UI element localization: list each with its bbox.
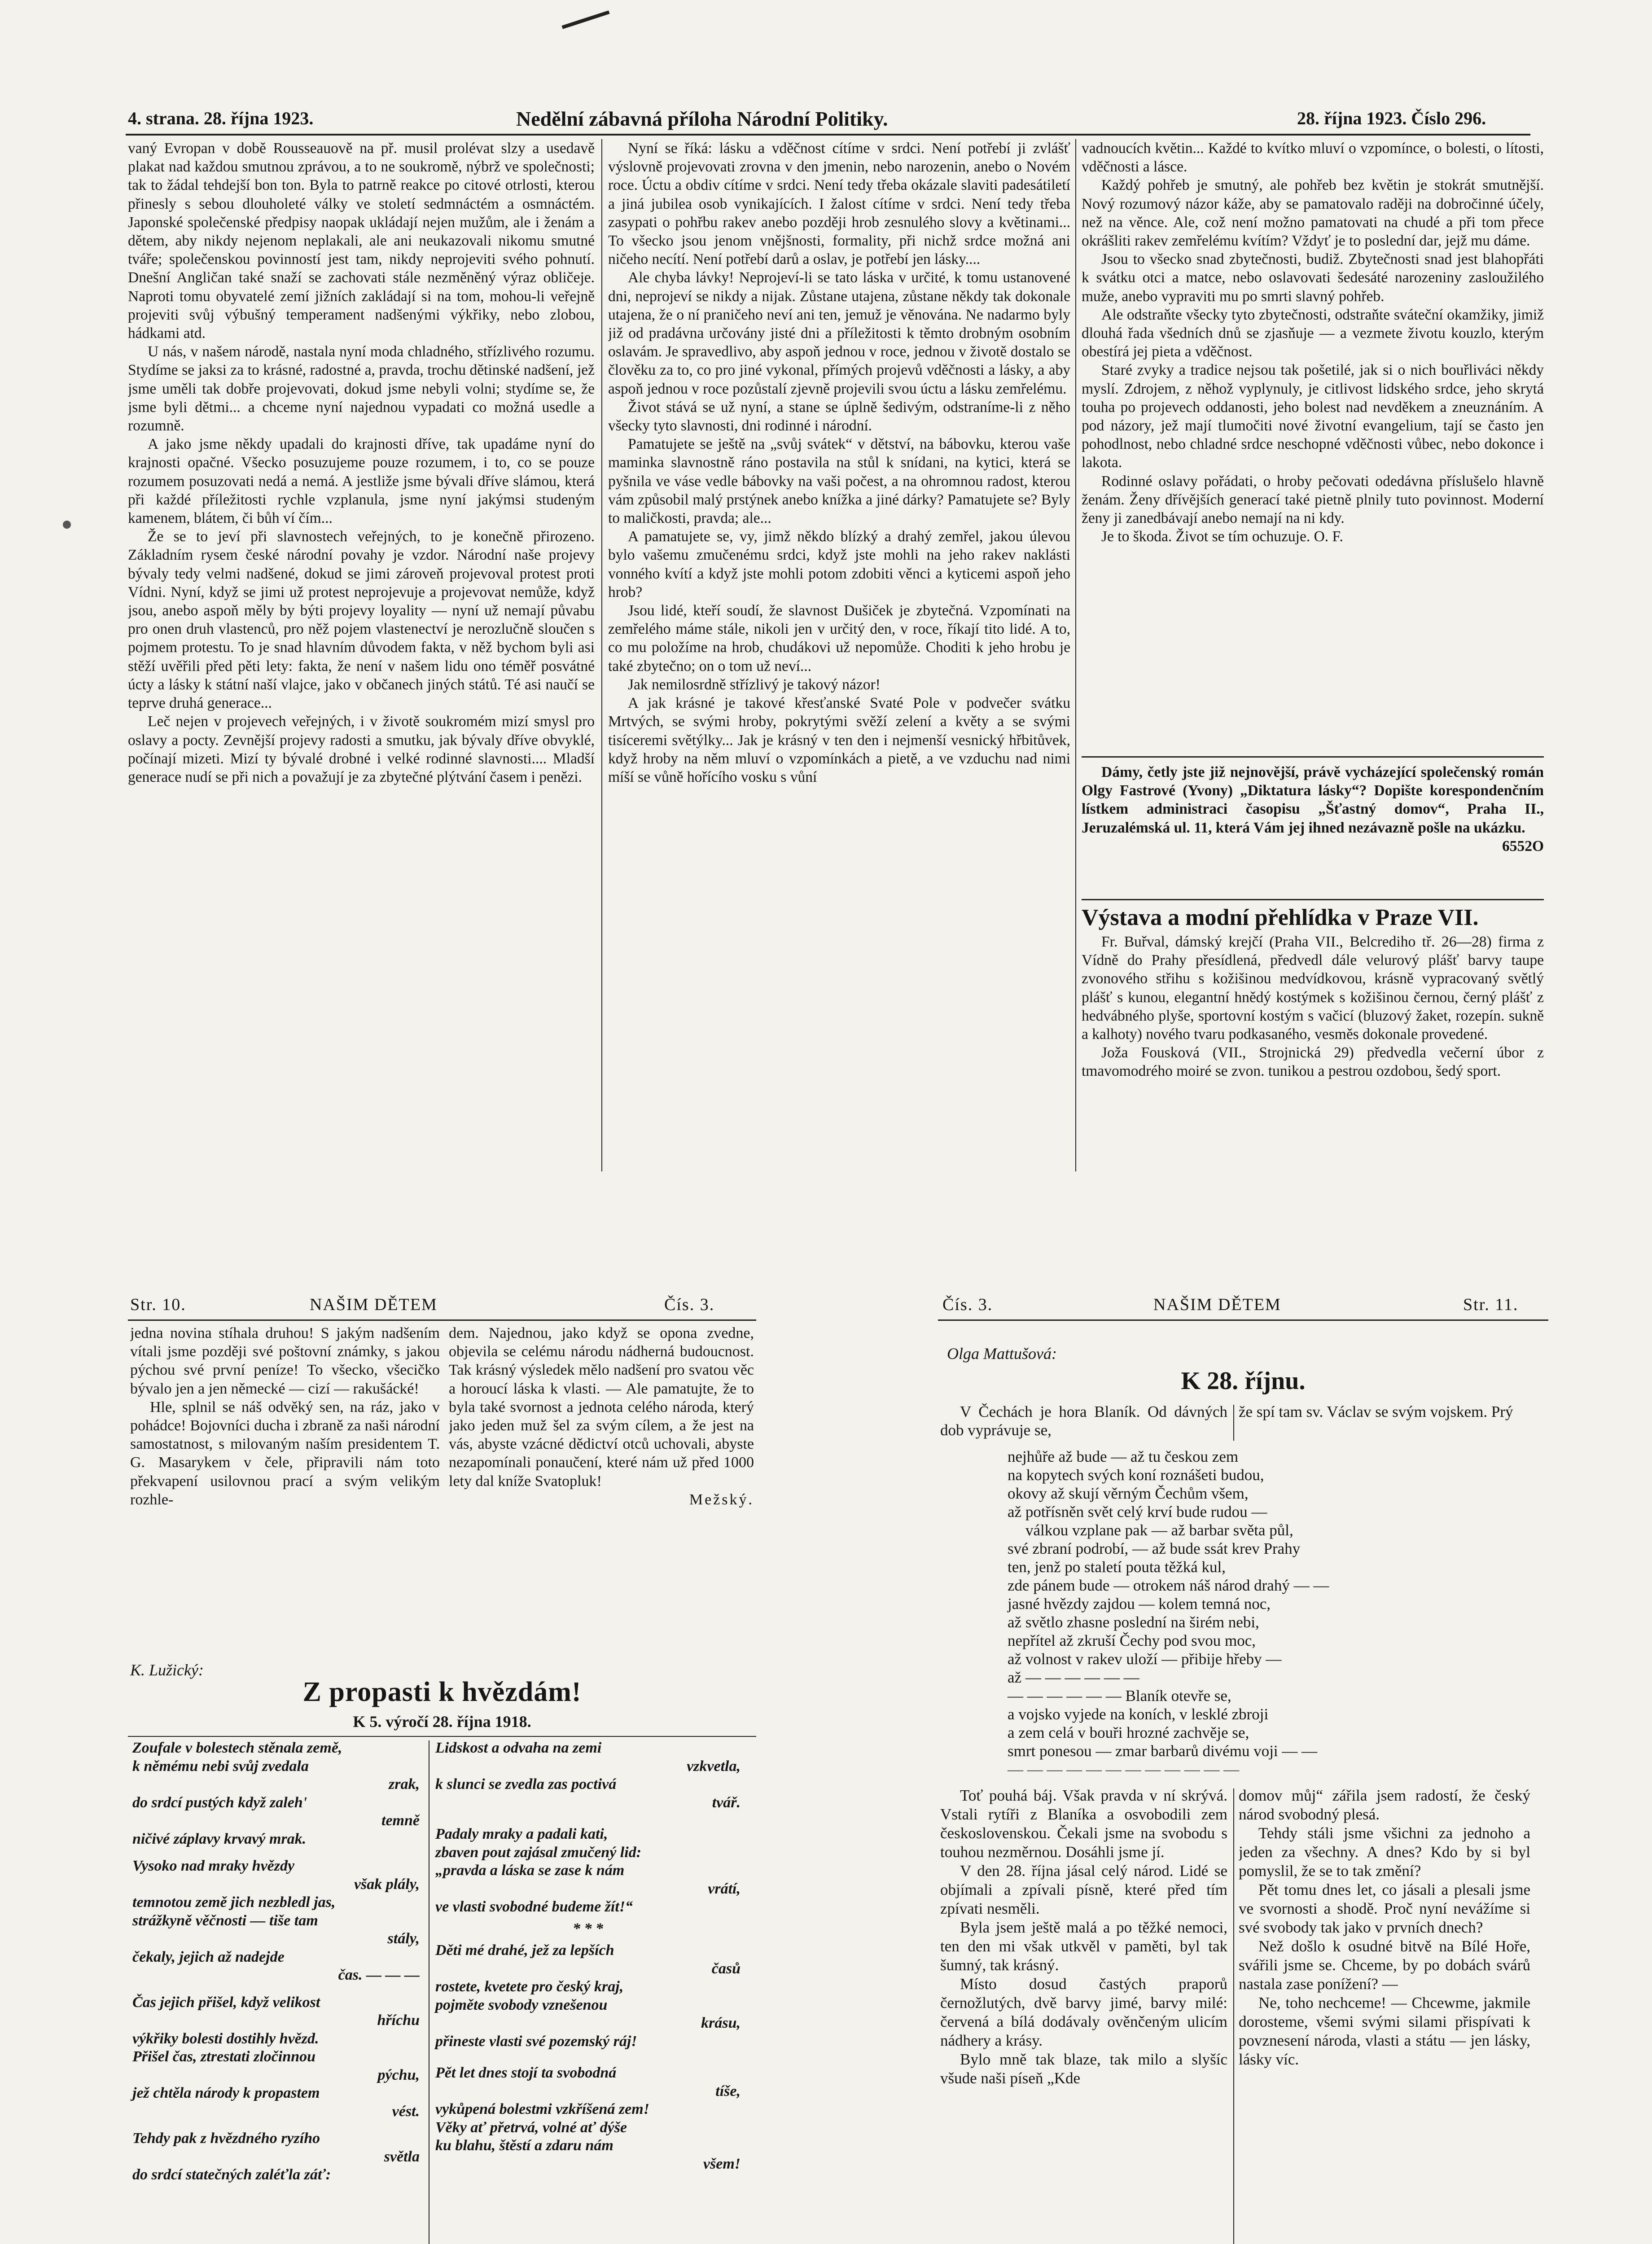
verse-line: až — — — — — — — [1008, 1669, 1139, 1686]
column-divider — [1075, 139, 1076, 1171]
col1-paragraph: U nás, v našem národě, nastala nyní moda chladného, střízlivého rozumu. Stydíme se jaksi za to krásné, radostné a, pravda, trochu dětinské nadšení, jež jsme uměli tak dobře projevovati, dokud jsme nebyli volni; stydíme se, že jsme byli dětmi... a chceme nyní najednou vypadati co možná usedle a rozumně. — [128, 343, 595, 434]
col2-paragraph: Jak nemilosrdně střízlivý je takový názor! — [628, 676, 881, 693]
verse-line: až volnost v rakev uloží — přibije hřeby — — [1008, 1650, 1282, 1668]
verse-line: nepřítel až zkruší Čechy pod svou moc, — [1008, 1632, 1256, 1649]
exhibition-text: Joža Fousková (VII., Strojnická 29) předvedla večerní úbor z tmavomodrého moiré se zvon. tunikou a pestrou ozdobou, šedý sport. — [1082, 1044, 1544, 1080]
poem-line: Padaly mraky a padali kati, — [435, 1826, 608, 1842]
header-right: 28. října 1923. Číslo 296. — [1297, 108, 1486, 128]
col2-paragraph: Nyní se říká: lásku a vděčnost cítíme v srdci. Není potřebí ji zvlášť výslovně projevovati zrovna v den jmenin, nebo narozenin, anebo o Novém roce. Úctu a obdiv cítíme v srdci. Není tedy třeba okázale slaviti padesátiletí a jiná jubilea osob vynikajících. I žalost cítíme v srdci. Není tedy třeba zasypati o pohřbu rakev anebo později hrob zesnulého slovy a květinami... To všecko jsou jenom vnějšnosti, formality, při nichž srdce možná ani ničeho necítí. Není potřebí darů a oslav, je potřebí jen lásky.... — [608, 140, 1070, 268]
right-column-2 — [1239, 1786, 1530, 2244]
poem-line: vykůpená bolestmi vzkříšená zem! — [435, 2101, 649, 2117]
poem-line: Čas jejich přišel, když velikost — [132, 1994, 320, 2011]
col1-paragraph: Leč nejen v projevech veřejných, i v životě soukromém mizí smysl pro oslavy a pocty. Zevnější projevy radosti a smutku, jak bývaly dříve obvyklé, počínají mizeti. Mizí ty bývalé drobné i velké rodinné slavnosti.... Mladší generace nudí se při nich a považují je za zbytečné plýtvání časem i penězi. — [128, 713, 595, 785]
left-page-title: NAŠIM DĚTEM — [310, 1295, 438, 1314]
col1-paragraph: vaný Evropan v době Rousseauově na př. musil prolévat slzy a usedavě plakat nad každou smutnou zprávou, a to ne soukromě, nýbrž ve společnosti; tak to žádal tehdejší bon ton. Byla to patrně reakce po citové otrlosti, kterou přinesly s sebou dlouholeté války ve století sedmnáctém a osmnáctém. Japonské společenské předpisy naopak ukládají nejen mužům, ale i ženám a dětem, aby nikdy nejenom neplakali, ale ani neukazovali nikomu smutné tváře; společenskou povinností jest tam, nikdy neprojeviti svého pohnutí. Dnešní Angličan také snaží se zachovati stále nezměněný výraz obličeje. Naproti tomu obyvatelé zemí jižních zakládají si na tom, mohou-li veřejně projeviti svůj výbušný temperament nadšenými výkřiky, nebo zlobou, hádkami atd. — [128, 140, 595, 342]
poem-line: Lidskost a odvaha na zemi — [435, 1740, 602, 1756]
poem-line: vést. — [392, 2103, 420, 2120]
col3-paragraph: Každý pohřeb je smutný, ale pohřeb bez květin je stokrát smutnější. Nový rozumový názor káže, aby se pamatovalo raději na dobročinné účely, než na věnce. Ale, což není možno pamatovati na chudé a při tom přece okrášliti rakev zemřelému kvítím? Vždyť je to poslední dar, jejž mu dáme. — [1082, 177, 1544, 250]
poem-line: světla — [384, 2148, 420, 2165]
story-title: K 28. říjnu. — [1181, 1367, 1306, 1395]
story-author: Olga Mattušová: — [947, 1345, 1057, 1363]
col1-paragraph: A jako jsme někdy upadali do krajnosti dříve, tak upadáme nyní do krajnosti opačné. Všecko posuzujeme pouze rozumem, i to, co se pouze rozumem posuzovati nedá a nemá. A jestliže jsme bývali dříve slámou, která při každé příležitosti rychle vzplanula, jsme nyní jakýmsi studeným kamenem, blátem, či bůh ví čím... — [128, 436, 595, 527]
right-col2-paragraph: Ne, toho nechceme! — Chcewme, jakmile dorosteme, všemi svými silami přispívati k povznesení národa, vlasti a státu — jen lásky, lásky víc. — [1239, 1994, 1530, 2068]
column-divider — [601, 139, 602, 1171]
col3-paragraph: Jsou to všecko snad zbytečnosti, budiž. Zbytečnosti snad jest blahopřáti k svátku otci a matce, nebo oslavovati šedesáté narozeniny zasloužilého muže, anebo vypraviti mu po smrti slavný pohřeb. — [1082, 251, 1544, 305]
novel-advertisement — [1082, 763, 1544, 907]
verse-line: okovy až skují věrným Čechům všem, — [1008, 1485, 1249, 1502]
column-divider — [1233, 1788, 1234, 2244]
poem-line: Pět let dnes stojí ta svobodná — [435, 2064, 617, 2081]
right-col1-paragraph: Byla jsem ještě malá a po těžké nemoci, ten den mi však utkvěl v paměti, byl tak šumný, tak krásný. — [940, 1919, 1227, 1974]
exhibition-title: Výstava a modní přehlídka v Praze VII. — [1082, 905, 1479, 930]
poem-line: k slunci se zvedla zas poctivá — [435, 1776, 617, 1793]
blanik-legend-verse — [1008, 1447, 1524, 1779]
top-column-2 — [608, 139, 1070, 1167]
left-col2-signature: Mežský. — [689, 1491, 754, 1508]
poem-right-column — [435, 1739, 741, 2173]
verse-line: až světlo zhasne poslední na širém nebi, — [1008, 1613, 1259, 1631]
verse-line: na kopytech svých koní roznášeti budou, — [1008, 1466, 1264, 1484]
right-col1-paragraph: Místo dosud častých praporů černožlutých, dvě barvy jimé, barvy milé: červená a bílá dodávaly ověnčeným ulicím nádhery a krásy. — [940, 1975, 1227, 2049]
poem-line — [132, 2121, 420, 2130]
poem-line: Věky ať přetrvá, volné ať dýše — [435, 2119, 627, 2136]
poem-line: čekaly, jejich až nadejde — [132, 1948, 285, 1965]
left-col1-paragraph: jedna novina stíhala druhou! S jakým nadšením vítali jsme později své poštovní známky, s jakou pýchou své první peníze! To všecko, všecičko bývalo jen a jen německé — cizí — rakušácké! — [130, 1325, 440, 1397]
verse-line: zde pánem bude — otrokem náš národ drahý — — — [1008, 1577, 1329, 1594]
col2-paragraph: Ale chyba lávky! Neprojeví-li se tato láska v určité, k tomu ustanovené dni, neprojeví se nikdy a nijak. Zůstane utajena, zůstane někdy tak dokonale utajena, že o ní praničeho neví ani ten, jemuž je věnována. Ne nadarmo byly již od pradávna určovány jisté dni a příležitosti k těmto drobným osobním oslavám. Je spravedlivo, aby aspoň jednou v roce, jednou v životě dostalo se člověku za to, co pro jiné vykonal, přímých projevů vděčnosti a lásky, a aby aspoň jednou v roce pozůstalí zjevně projevili svou úctu a lásku zemřelému. — [608, 269, 1070, 397]
poem-line: časů — [711, 1960, 741, 1977]
col3-paragraph: vadnoucích květin... Každé to kvítko mluví o vzpomínce, o bolesti, o lítosti, vděčnosti a lásce. — [1082, 140, 1544, 175]
verse-line: nejhůře až bude — až tu českou zem — [1008, 1448, 1239, 1465]
right-col1-paragraph: V den 28. října jásal celý národ. Lidé se objímali a zpívali písně, které před tím zpívati nesměli. — [940, 1862, 1227, 1917]
poem-line: tíše, — [715, 2082, 741, 2099]
verse-line: jasné hvězdy zajdou — kolem temná noc, — [1008, 1595, 1271, 1613]
poem-line: stály, — [387, 1930, 420, 1947]
poem-line: Děti mé drahé, jež za lepších — [435, 1942, 614, 1959]
poem-line: hříchu — [377, 2012, 420, 2029]
poem-line: čas. — — — — [338, 1967, 420, 1983]
corner-mark — [561, 10, 609, 29]
poem-line: Vysoko nad mraky hvězdy — [132, 1858, 295, 1874]
right-col2-paragraph: domov můj“ zářila jsem radostí, že český národ svobodný plesá. — [1239, 1787, 1530, 1823]
poem-line: pýchu, — [377, 2066, 420, 2083]
verse-line: a zem celá v bouři hrozné zachvěje se, — [1008, 1724, 1249, 1741]
poem-line: ku blahu, štěstí a zdaru nám — [435, 2137, 613, 2154]
verse-line: až potřísněn svět celý krví bude rudou — — [1008, 1503, 1267, 1521]
poem-line — [132, 1985, 420, 1994]
poem-line: Zoufale v bolestech stěnala země, — [132, 1740, 342, 1756]
poem-line: ve vlasti svobodné budeme žít!“ — [435, 1898, 633, 1915]
col3-paragraph: Staré zvyky a tradice nejsou tak pošetilé, jak si o nich bouřliváci někdy myslí. Zdrojem, z něhož vyplynuly, je citlivost lidského srdce, jeho skrytá touha po projevech oddanosti, jeho bolest nad nevděkem a zneuznáním. A pod názory, jež mají tlumočiti nové životní evangelium, tají se často jen pohodlnost, nebo chladné srdce neschopné vděčnosti vůbec, nebo dokonce i lakota. — [1082, 362, 1544, 471]
story-intro-text: že spí tam sv. Václav se svým vojskem. Prý — [1239, 1403, 1513, 1420]
verse-line: ten, jenž po staletí pouta těžká kul, — [1008, 1558, 1226, 1576]
story-intro-right — [1239, 1402, 1530, 1443]
poem-subtitle: K 5. výročí 28. října 1918. — [353, 1713, 531, 1731]
right-col1-paragraph: Toť pouhá báj. Však pravda v ní skrývá. Vstali rytíři z Blaníka a osvobodili zem československou. Čekali jsme na svobodu s touhou nezměrnou. Dosáhli jsme jí. — [940, 1787, 1227, 1861]
col3-paragraph: Ale odstraňte všecky tyto zbytečnosti, odstraňte sváteční okamžiky, jimiž dlouhá řada všedních dnů se zjasňuje — a vezmete životu kouzlo, kterým obestírá jej pieta a vděčnost. — [1082, 306, 1544, 360]
advertisement-code: 6552O — [1502, 837, 1544, 855]
section-rule — [1082, 899, 1544, 900]
verse-line: smrt ponesou — zmar barbarů divému voji — — — [1008, 1742, 1318, 1760]
left-header-rule — [128, 1319, 756, 1321]
right-page-number: Str. 11. — [1463, 1295, 1519, 1314]
poem-line: všem! — [703, 2155, 741, 2172]
right-header-rule — [938, 1319, 1548, 1321]
poem-line: zrak, — [389, 1776, 420, 1793]
col2-paragraph: A jak krásné je takové křesťanské Svaté Pole v podvečer svátku Mrtvých, se svými hroby, pokrytými svěží zelení a květy a se svými tisíceremi světýlky... Jak je krásný v ten den i nejmenší vesnický hřbitůvek, když hroby na něm mluví o vzpomínkách a pietě, a ve vzduchu nad nimi míší se vůně hořícího vosku s vůní — [608, 695, 1070, 785]
poem-line: vzkvetla, — [687, 1758, 741, 1775]
poem-line — [132, 1848, 420, 1857]
right-col1-paragraph: Bylo mně tak blaze, tak milo a slyšíc všude naši píseň „Kde — [940, 2051, 1227, 2087]
poem-line: temně — [381, 1812, 420, 1829]
right-col2-paragraph: Než došlo k osudné bitvě na Bílé Hoře, svářili jsme se. Chceme, by po dobách svárů nastala zase ponížení? — — [1239, 1937, 1530, 1993]
poem-stars: * * * — [573, 1920, 603, 1937]
col3-paragraph: Je to škoda. Život se tím ochuzuje. O. F. — [1101, 528, 1343, 545]
poem-line: zbaven pout zajásal zmučený lid: — [435, 1844, 642, 1861]
hole-punch — [63, 521, 71, 529]
exhibition-text: Fr. Buřval, dámský krejčí (Praha VII., Belcrediho tř. 26—28) firma z Vídně do Prahy přesídlená, předvedl dále velurový plášť barvy taupe zvonového střihu s kožišinou medvídkovou, krásně vypracovaný světlý plášť s kunou, elegantní hnědý kostýmek s kožišinou černou, černý plášť z hedvábného plyše, sportovní kostým s vačicí (bluzový žaket, rozepín. sukně a kalhoty) nového tvaru podkasaného, vesměs dokonale provedené. — [1082, 934, 1544, 1043]
poem-rule — [128, 1736, 756, 1737]
poem-line: přineste vlasti své pozemský ráj! — [435, 2033, 637, 2050]
poem-line: k němému nebi svůj zvedala — [132, 1758, 309, 1775]
poem-line: rostete, kvetete pro český kraj, — [435, 1978, 624, 1995]
poem-line: Přišel čas, ztrestati zločinnou — [132, 2048, 316, 2065]
poem-title: Z propasti k hvězdám! — [302, 1677, 582, 1707]
poem-line: temnotou země jich nezbledl jas, — [132, 1894, 336, 1911]
top-column-1 — [128, 139, 595, 1167]
poem-line: do srdcí statečných zaléťla záť: — [132, 2166, 331, 2183]
poem-line: do srdcí pustých když zaleh' — [132, 1794, 307, 1811]
verse-line: válkou vzplane pak — až barbar světa půl, — [1025, 1521, 1293, 1539]
col2-paragraph: A pamatujete se, vy, jimž někdo blízký a drahý zemřel, jakou úlevou bylo vašemu zmučenému srdci, když jste mohli na jeho rakev naklásti vonného kvítí a když jste mohli potom zdobiti věnci a kyticemi aspoň jeho hrob? — [608, 528, 1070, 600]
poem-line: však plály, — [354, 1876, 420, 1893]
verse-line: — — — — — — Blaník otevře se, — [1008, 1687, 1231, 1705]
verse-line: své zbraní podrobí, — až bude ssát krev Prahy — [1008, 1540, 1301, 1557]
poem-line: tvář. — [712, 1794, 741, 1811]
header-center: Nedělní zábavná příloha Národní Politiky. — [516, 107, 888, 130]
exhibition-article — [1082, 933, 1544, 1171]
header-left: 4. strana. 28. října 1923. — [128, 108, 314, 128]
left-issue-number: Čís. 3. — [664, 1295, 715, 1314]
poem-line: krásu, — [701, 2015, 741, 2031]
poem-line — [435, 1812, 741, 1825]
poem-line: Tehdy pak z hvězdného ryzího — [132, 2130, 320, 2147]
left-column-2 — [449, 1324, 754, 1679]
poem-left-column — [132, 1739, 420, 2184]
right-issue-number: Čís. 3. — [942, 1295, 993, 1314]
right-col2-paragraph: Pět tomu dnes let, co jásali a plesali jsme ve svornosti a shodě. Proč nyní nevážíme si své svobody tak jako v prvních dnech? — [1239, 1881, 1530, 1936]
poem-line: pojměte svobody vznešenou — [435, 1996, 608, 2013]
poem-line: ničivé záplavy krvavý mrak. — [132, 1830, 307, 1847]
col3-paragraph: Rodinné oslavy pořádati, o hroby pečovati odedávna příslušelo hlavně ženám. Ženy dřívějších generací také pietně plnily tuto povinnost. Moderní ženy ji zanedbávají anebo nemají na ni kdy. — [1082, 473, 1544, 527]
story-intro-text: V Čechách je hora Blaník. Od dávných dob vyprávuje se, — [940, 1403, 1227, 1439]
col1-paragraph: Že se to jeví při slavnostech veřejných, to je konečně přirozeno. Základním rysem české národní povahy je vzdor. Národní naše projevy bývaly tedy velmi nadšené, dokud se jimi zároveň projevoval protest proti Vídni. Nyní, když se jimi už protest neprojevuje a projevovat nemůže, když jsou, anebo aspoň měly by býti projevy loyality — nyní už nemají půvabu pro onen druh vlastenců, pro něž pojem vlastenectví je nerozlučně sloučen s pojmem protestu. To je snad hlavním důvodem fakta, v něž bychom byli asi stěží uvěřili před pěti lety: fakta, že není v našem lidu ono téměř posvátné úcty a lásky k státní naší vlajce, jako v občanech jiných států. Té asi naučí se teprve druhá generace... — [128, 528, 595, 712]
col2-paragraph: Pamatujete se ještě na „svůj svátek“ v dětství, na bábovku, kterou vaše maminka slavnostně ráno postavila na stůl k snídani, na kytici, která se pyšnila ve váse vedle bábovky na vaši počest, a na ohromnou radost, kterou vám způsobil malý prstýnek anebo knížka a jiné dárky? Pamatujete se? Byly to maličkosti, pravda; ale... — [608, 436, 1070, 527]
poem-line: „pravda a láska se zase k nám — [435, 1862, 625, 1879]
top-column-3 — [1082, 139, 1544, 745]
poem-line: vrátí, — [708, 1880, 741, 1897]
poem-author: K. Lužický: — [130, 1661, 204, 1679]
story-intro-left — [940, 1402, 1227, 1443]
left-column-1 — [130, 1324, 440, 1679]
col2-paragraph: Jsou lidé, kteří soudí, že slavnost Dušiček je zbytečná. Vzpomínati na zemřelého máme stále, nikoli jen v určitý den, v roce, říkají tito lidé. A to, co mu položíme na hrob, chudákovi už nepomůže. Choditi k jeho hrobu je také zbytečno; on o tom už neví... — [608, 602, 1070, 675]
verse-line: a vojsko vyjede na koních, v lesklé zbroji — [1008, 1705, 1269, 1723]
left-col2-paragraph: dem. Najednou, jako když se opona zvedne, objevila se celému národu nádherná budoucnost. Tak krásný výsledek mělo nadšení pro svatou věc a horoucí láska k vlasti. — Ale pamatujte, že to byla také svornost a jednota celého národa, který jako jeden muž šel za svým cílem, a že jest na vás, abyste vzácné dědictví otců uchovali, abyste nezapomínali ponaučení, které nám už před 1000 lety dal kníže Svatopluk! — [449, 1325, 754, 1490]
poem-line: výkřiky bolesti dostihly hvězd. — [132, 2030, 319, 2047]
col2-paragraph: Život stává se už nyní, a stane se úplně šedivým, odstraníme-li z něho všecky tyto slavnosti, dni rodinné i národní. — [608, 399, 1070, 434]
poem-line — [435, 2051, 741, 2064]
verse-line: — — — — — — — — — — — — — [1008, 1761, 1240, 1778]
left-page-number: Str. 10. — [130, 1295, 186, 1314]
section-rule — [1082, 756, 1544, 758]
left-col1-paragraph: Hle, splnil se náš odvěký sen, na ráz, jako v pohádce! Bojovníci ducha i zbraně za naši národní samostatnost, s milovaným naším presidentem T. G. Masarykem v čele, připravili nám toto překvapení usilovnou prací a svým velikým rozhle- — [130, 1398, 440, 1508]
advertisement-text: Dámy, četly jste již nejnovější, právě vycházející společenský román Olgy Fastrové (Yvony) „Diktatura lásky“? Dopište korespondenčním lístkem administraci časopisu „Šťastný domov“, Praha II., Jeruzalémská ul. 11, která Vám jej ihned nezávazně pošle na ukázku. — [1082, 764, 1544, 836]
poem-line: strážkyně věčnosti — tiše tam — [132, 1912, 318, 1929]
right-column-1 — [940, 1786, 1227, 2244]
right-col2-paragraph: Tehdy stáli jsme všichni za jednoho a jeden za všechny. A dnes? Kdo by si byl pomyslil, že se to tak změní? — [1239, 1824, 1530, 1880]
right-page-title: NAŠIM DĚTEM — [1153, 1295, 1281, 1314]
intro-divider — [1233, 1405, 1234, 1441]
header-rule — [126, 134, 1530, 136]
poem-line: jež chtěla národy k propastem — [132, 2085, 320, 2101]
